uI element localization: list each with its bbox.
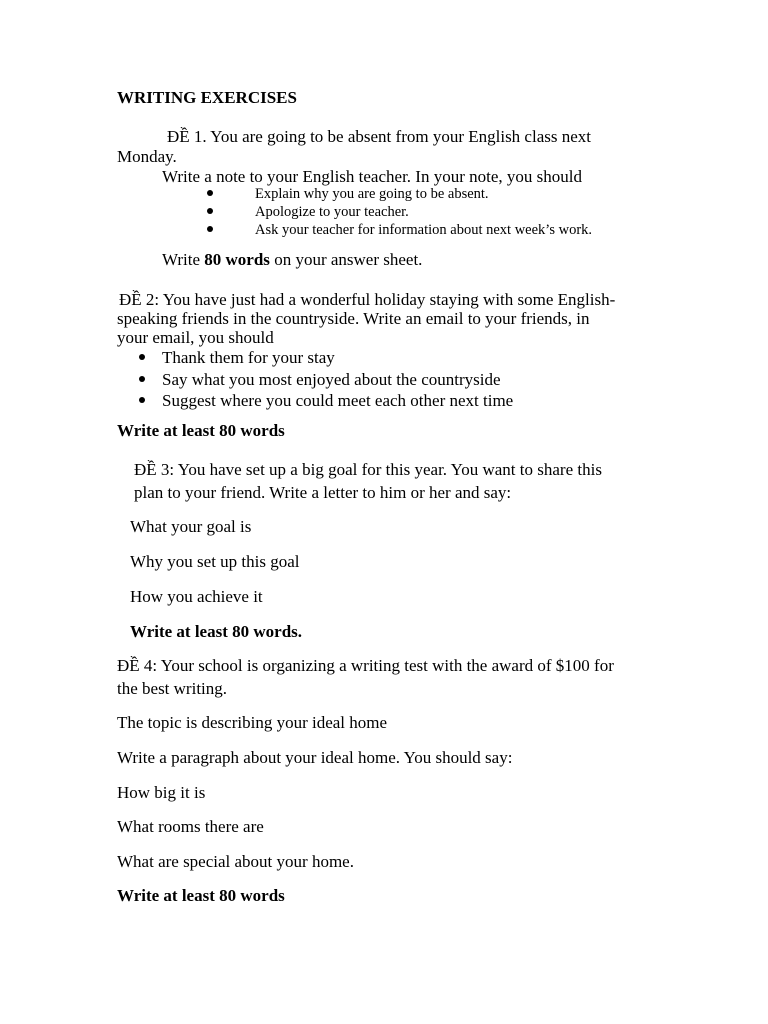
de2-prompt-line-2: speaking friends in the countryside. Write an email to your friends, in [117, 309, 590, 328]
de1-word-count [162, 250, 422, 270]
de2-prompt-line-1: ĐỀ 2: You have just had a wonderful holiday staying with some English- [119, 290, 616, 309]
bullet-icon [139, 354, 145, 360]
de4-point-1: How big it is [117, 783, 206, 802]
de1-prompt-line-2: Monday. [117, 147, 177, 166]
de1-write-bold: 80 words [204, 250, 270, 269]
bullet-icon [207, 208, 213, 214]
de1-write-prefix: Write [162, 250, 205, 269]
de3-word-count: Write at least 80 words. [130, 622, 303, 641]
de4-point-2: What rooms there are [117, 817, 264, 836]
de3-point-2: Why you set up this goal [130, 552, 300, 571]
de2-bullet-1: Thank them for your stay [162, 348, 335, 367]
de2-prompt-line-3: your email, you should [117, 328, 274, 347]
de1-write-suffix: on your answer sheet. [269, 250, 423, 269]
de2-word-count: Write at least 80 words [117, 421, 285, 440]
de4-prompt-line-2: the best writing. [117, 679, 228, 698]
de1-prompt-line-1: ĐỀ 1. You are going to be absent from your English class next [167, 127, 591, 146]
de1-bullet-2: Apologize to your teacher. [255, 204, 409, 220]
de1-bullet-3: Ask your teacher for information about next week’s work. [255, 222, 593, 238]
bullet-icon [207, 190, 213, 196]
de4-word-count: Write at least 80 words [117, 886, 285, 905]
de3-prompt-line-1: ĐỀ 3: You have set up a big goal for this year. You want to share this [134, 460, 602, 479]
de4-point-3: What are special about your home. [117, 852, 354, 871]
bullet-icon [139, 376, 145, 382]
document-title: WRITING EXERCISES [117, 88, 297, 107]
bullet-icon [207, 226, 213, 232]
de4-instruction: Write a paragraph about your ideal home. You should say: [117, 748, 513, 767]
de2-bullet-3: Suggest where you could meet each other next time [162, 391, 514, 410]
de4-topic: The topic is describing your ideal home [117, 713, 388, 732]
de4-prompt-line-1: ĐỀ 4: Your school is organizing a writing test with the award of $100 for [117, 656, 614, 675]
bullet-icon [139, 397, 145, 403]
de3-prompt-line-2: plan to your friend. Write a letter to him or her and say: [134, 483, 512, 502]
de2-bullet-2: Say what you most enjoyed about the countryside [162, 370, 501, 389]
de1-instruction: Write a note to your English teacher. In your note, you should [162, 167, 582, 186]
de1-bullet-1: Explain why you are going to be absent. [255, 186, 489, 202]
de3-point-3: How you achieve it [130, 587, 263, 606]
de3-point-1: What your goal is [130, 517, 252, 536]
